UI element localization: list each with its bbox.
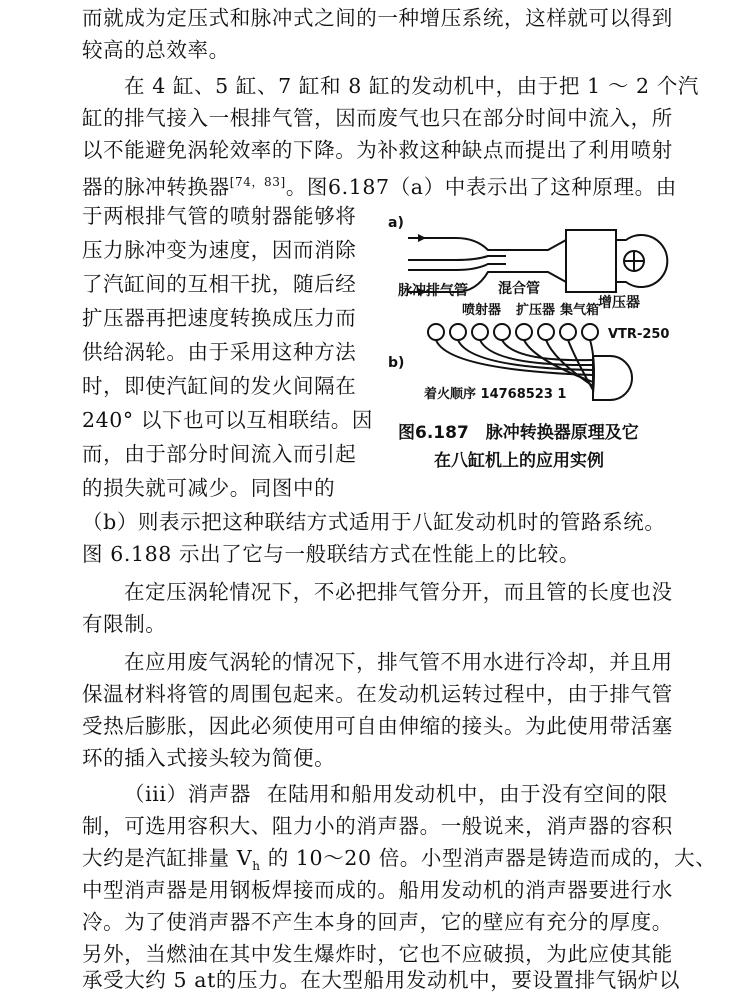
text-line: 在应用废气涡轮的情况下，排气管不用水进行冷却，并且用 — [124, 650, 673, 674]
text-line: 制，可选用容积大、阻力小的消声器。一般说来，消声器的容积 — [82, 814, 673, 838]
text-span: 。图6.187（a）中表示出了这种原理。由 — [285, 174, 677, 199]
collector-box — [566, 230, 616, 292]
citation-ref: [74，83] — [229, 175, 286, 189]
label-firing-order: 着火顺序 14768523 1 — [424, 387, 567, 402]
text-span: 大约是汽缸排量 V — [82, 846, 253, 870]
turbocharger-b — [593, 356, 632, 400]
text-line: 扩压器再把速度转换成压力而 — [82, 306, 357, 330]
subscript: h — [252, 859, 261, 874]
text-line — [82, 844, 717, 880]
text-line: 图 6.188 示出了它与一般联结方式在性能上的比较。 — [82, 542, 580, 566]
label-diffuser: 扩压器 — [516, 303, 556, 318]
text-line — [82, 168, 677, 201]
text-line: 在定压涡轮情况下，不必把排气管分开，而且管的长度也没 — [124, 580, 673, 604]
text-span: 器的脉冲转换器 — [82, 174, 230, 199]
text-line: 在 4 缸、5 缸、7 缸和 8 缸的发动机中，由于把 1 ～ 2 个汽 — [124, 74, 700, 98]
text-line: 中型消声器是用钢板焊接而成的。船用发动机的消声器要进行水 — [82, 878, 673, 902]
pulse-pipe-inner — [408, 256, 506, 260]
figure-caption-line1: 图6.187 脉冲转换器原理及它 — [398, 423, 639, 443]
text-line: 环的插入式接头较为简便。 — [82, 746, 336, 770]
diffuser-upper — [506, 230, 616, 250]
text-line: 承受大约 5 at的压力。在大型船用发动机中，要设置排气锅炉以 — [82, 968, 681, 992]
label-injector: 喷射器 — [462, 303, 502, 318]
label-a: a) — [388, 215, 404, 231]
text-line: （b）则表示把这种联结方式适用于八缸发动机时的管路系统。 — [82, 510, 666, 534]
text-line: 另外，当燃油在其中发生爆炸时，它也不应破损，为此应使其能 — [82, 942, 673, 966]
label-pulse-pipe: 脉冲排气管 — [398, 283, 468, 299]
label-mixing-pipe: 混合管 — [498, 281, 540, 297]
text-line: 以不能避免涡轮效率的下降。为补救这种缺点而提出了利用喷射 — [82, 138, 673, 162]
text-line: 的损失就可减少。同图中的 — [82, 476, 336, 500]
text-span: 在陆用和船用发动机中，由于没有空间的限 — [266, 782, 668, 806]
text-line: 240° 以下也可以互相联结。因 — [82, 408, 373, 432]
text-line: 有限制。 — [82, 612, 167, 636]
text-line — [82, 780, 714, 808]
text-line: 受热后膨胀，因此必须使用可自由伸缩的接头。为此使用带活塞 — [82, 714, 673, 738]
label-model: VTR-250 — [608, 327, 670, 342]
text-line: 较高的总效率。 — [82, 38, 230, 62]
pulse-pipe-upper — [408, 238, 506, 250]
text-line: 而就成为定压式和脉冲式之间的一种增压系统，这样就可以得到 — [82, 6, 673, 30]
text-line: 时，即使汽缸间的发火间隔在 — [82, 374, 357, 398]
figure-caption-line2: 在八缸机上的应用实例 — [434, 451, 604, 471]
text-line: 压力脉冲变为速度，因而消除 — [82, 238, 357, 262]
label-collector: 集气箱 — [560, 303, 600, 318]
text-line: 而，由于部分时间流入而引起 — [82, 442, 357, 466]
label-turbocharger: 增压器 — [598, 295, 640, 311]
text-line: 于两根排气管的喷射器能够将 — [82, 204, 357, 228]
flow-arrow-icon — [418, 234, 426, 242]
text-line: 缸的排气接入一根排气管，因而废气也只在部分时间中流入，所 — [82, 106, 673, 130]
text-line: 冷。为了使消声器不产生本身的回声，它的壁应有充分的厚度。 — [82, 910, 673, 934]
pulse-pipe-inner2 — [408, 264, 506, 270]
label-b: b) — [388, 355, 405, 371]
text-line: 供给涡轮。由于采用这种方法 — [82, 340, 357, 364]
text-line: 保温材料将管的周围包起来。在发动机运转过程中，由于排气管 — [82, 682, 673, 706]
figure-6-187 — [388, 210, 688, 480]
section-heading: （iii）消声器 — [124, 782, 251, 806]
text-line: 了汽缸间的互相干扰，随后经 — [82, 272, 357, 296]
text-span: 的 10～20 倍。小型消声器是铸造而成的，大、 — [260, 846, 717, 870]
